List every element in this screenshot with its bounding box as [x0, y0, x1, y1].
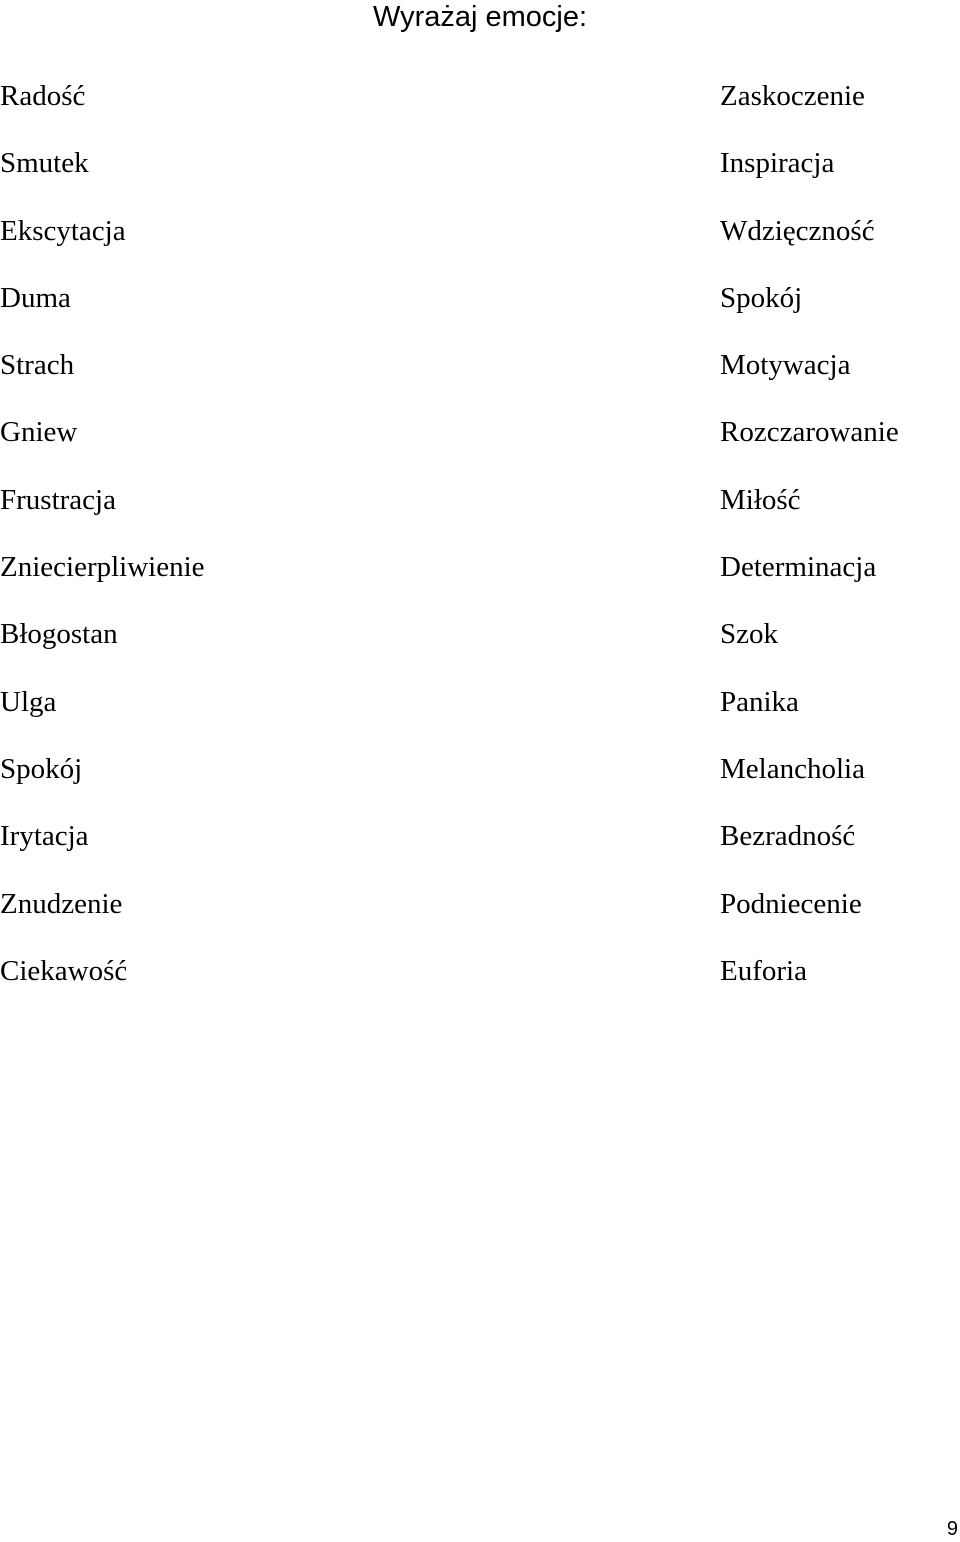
list-item: Spokój: [720, 281, 803, 314]
list-item: Motywacja: [720, 349, 851, 382]
list-item: Bezradność: [720, 820, 856, 853]
list-item: Błogostan: [0, 618, 118, 651]
list-item: Melancholia: [720, 752, 865, 785]
list-item: Miłość: [720, 483, 801, 516]
emotion-list-right: [720, 63, 899, 1005]
list-item: Euforia: [720, 954, 807, 987]
list-item: Irytacja: [0, 820, 89, 853]
list-item: Inspiracja: [720, 147, 835, 180]
list-item: Spokój: [0, 752, 83, 785]
list-item: Ciekawość: [0, 954, 128, 987]
list-item: Podniecenie: [720, 887, 862, 920]
list-item: Wdzięczność: [720, 214, 875, 247]
list-item: Smutek: [0, 147, 89, 180]
list-item: Strach: [0, 349, 75, 382]
list-item: Zaskoczenie: [720, 80, 865, 112]
list-item: Duma: [0, 281, 71, 314]
page-title: Wyrażaj emocje:: [372, 1, 588, 33]
list-item: Znudzenie: [0, 887, 123, 920]
list-item: Zniecierpliwienie: [0, 551, 205, 584]
list-item: Radość: [0, 80, 86, 112]
list-item: Ulga: [0, 685, 57, 718]
list-item: Szok: [720, 618, 778, 651]
emotion-list-left: [0, 63, 205, 1005]
list-item: Determinacja: [720, 551, 877, 584]
page-number: 9: [946, 1518, 958, 1540]
list-item: Frustracja: [0, 483, 116, 516]
list-item: Panika: [720, 685, 799, 718]
list-item: Ekscytacja: [0, 214, 126, 247]
list-item: Gniew: [0, 416, 78, 449]
list-item: Rozczarowanie: [720, 416, 899, 449]
